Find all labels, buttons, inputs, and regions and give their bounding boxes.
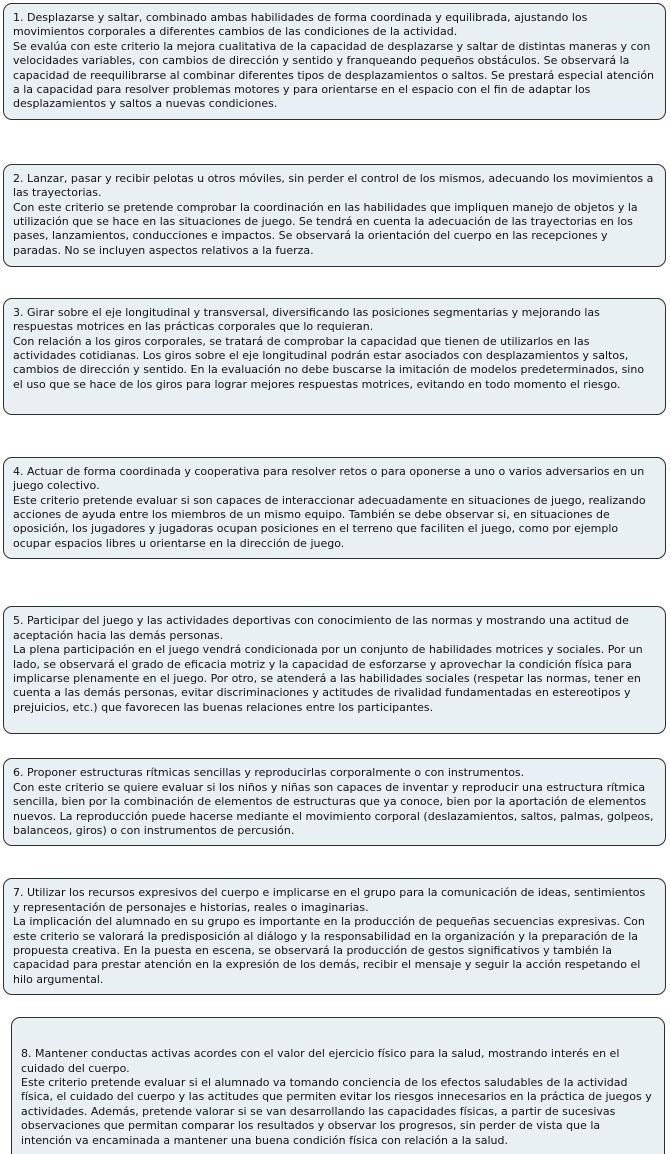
criterion-title: 1. Desplazarse y saltar, combinado ambas habilidades de forma coordinada y equilibrada, ajustando los movimientos corporales a diferentes cambios de las condiciones de la actividad. <box>13 11 588 39</box>
criterion-description: La plena participación en el juego vendrá condicionada por un conjunto de habilidades motrices y sociales. Por un lado, se observará el grado de eficacia motriz y la capacidad de esforzarse y aprovechar la condición física para implicarse plenamente en el juego. Por otro, se atenderá a las habilidades sociales (respetar las normas, tener en cuenta a las demás personas, evitar discriminaciones y actitudes de rivalidad fundamentadas en estereotipos y prejuicios, etc.) que favorecen las buenas relaciones entre los participantes. <box>13 643 643 714</box>
criterion-title: 3. Girar sobre el eje longitudinal y transversal, diversificando las posiciones segmentarias y mejorando las respuestas motrices en las prácticas corporales que lo requieran. <box>13 305 600 334</box>
criterion-title: 8. Mantener conductas activas acordes con el valor del ejercicio físico para la salud, mostrando interés en el cuidado del cuerpo. <box>21 1047 620 1075</box>
criterion-description: Se evalúa con este criterio la mejora cualitativa de la capacidad de desplazarse y saltar de distintas maneras y con velocidades variables, con cambios de dirección y sentido y franqueando pequeños obstáculos. Se observará la capacidad de reequilibrarse al combinar diferentes tipos de desplazamientos o saltos. Se prestará especial atención a la capacidad para resolver problemas motores y para orientarse en el espacio con el fin de adaptar los desplazamientos y saltos a nuevas condiciones. <box>13 39 655 111</box>
criterion-description: Con relación a los giros corporales, se tratará de comprobar la capacidad que tienen de utilizarlos en las actividades cotidianas. Los giros sobre el eje longitudinal podrán estar asociados con desplazamientos y saltos, cambios de dirección y sentido. En la evaluación no debe buscarse la imitación de modelos predeterminados, sino el uso que se hace de los giros para lograr mejores respuestas motrices, evitando en todo momento el riesgo. <box>13 334 645 391</box>
criterion-title: 4. Actuar de forma coordinada y cooperativa para resolver retos o para oponerse a uno o varios adversarios en un juego colectivo. <box>13 464 645 493</box>
criterion-description: Este criterio pretende evaluar si el alumnado va tomando conciencia de los efectos saludables de la actividad física, el cuidado del cuerpo y las actitudes que permiten evitar los riesgos innecesarios en la práctica de juegos y actividades. Además, pretende valorar si se van desarrollando las capacidades físicas, a partir de sucesivas observaciones que permitan comparar los resultados y observar los progresos, sin perder de vista que la intención va encaminada a mantener una buena condición física con relación a la salud. <box>21 1075 652 1147</box>
criterion-box-1 <box>3 3 666 120</box>
criterion-box-8 <box>11 1017 665 1154</box>
criterion-box-3 <box>3 298 666 415</box>
criterion-box-2 <box>3 164 666 267</box>
criterion-title: 5. Participar del juego y las actividades deportivas con conocimiento de las normas y mostrando una actitud de aceptación hacia las demás personas. <box>13 614 629 642</box>
criterion-box-7 <box>3 878 666 995</box>
criterion-description: La implicación del alumnado en su grupo es importante en la producción de pequeñas secuencias expresivas. Con este criterio se valorará la predisposición al diálogo y la responsabilidad en la organización y la preparación de la propuesta creativa. En la puesta en escena, se observará la producción de gestos significativos y también la capacidad para prestar atención en la expresión de los demás, recibir el mensaje y seguir la acción respetando el hilo argumental. <box>13 915 645 986</box>
criterion-title: 7. Utilizar los recursos expresivos del cuerpo e implicarse en el grupo para la comunicación de ideas, sentimientos y representación de personajes e historias, reales o imaginarias. <box>13 886 646 914</box>
criterion-box-5 <box>3 606 666 734</box>
criterion-description: Este criterio pretende evaluar si son capaces de interaccionar adecuadamente en situaciones de juego, realizando acciones de ayuda entre los miembros de un mismo equipo. También se debe observar si, en situaciones de oposición, los jugadores y jugadoras ocupan posiciones en el terreno que faciliten el juego, como por ejemplo ocupar espacios libres u orientarse en la dirección de juego. <box>13 493 646 550</box>
criterion-box-6 <box>3 758 666 846</box>
criterion-title: 2. Lanzar, pasar y recibir pelotas u otros móviles, sin perder el control de los mismos, adecuando los movimientos a las trayectorias. <box>13 171 654 200</box>
criterion-description: Con este criterio se quiere evaluar si los niños y niñas son capaces de inventar y reproducir una estructura rítmica sencilla, bien por la combinación de elementos de estructuras que ya conoce, bien por la aportación de elementos nuevos. La reproducción puede hacerse mediante el movimiento corporal (deslazamientos, saltos, palmas, golpeos, balanceos, giros) o con instrumentos de percusión. <box>13 780 654 837</box>
criterion-description: Con este criterio se pretende comprobar la coordinación en las habilidades que impliquen manejo de objetos y la utilización que se hace en las situaciones de juego. Se tendrá en cuenta la adecuación de las trayectorias en los pases, lanzamientos, conducciones e impactos. Se observará la orientación del cuerpo en las recepciones y paradas. No se incluyen aspectos relativos a la fuerza. <box>13 200 638 257</box>
criterion-box-4 <box>3 457 666 559</box>
document-page <box>0 3 670 1154</box>
criterion-title: 6. Proponer estructuras rítmicas sencillas y reproducirlas corporalmente o con instrumentos. <box>13 766 525 780</box>
